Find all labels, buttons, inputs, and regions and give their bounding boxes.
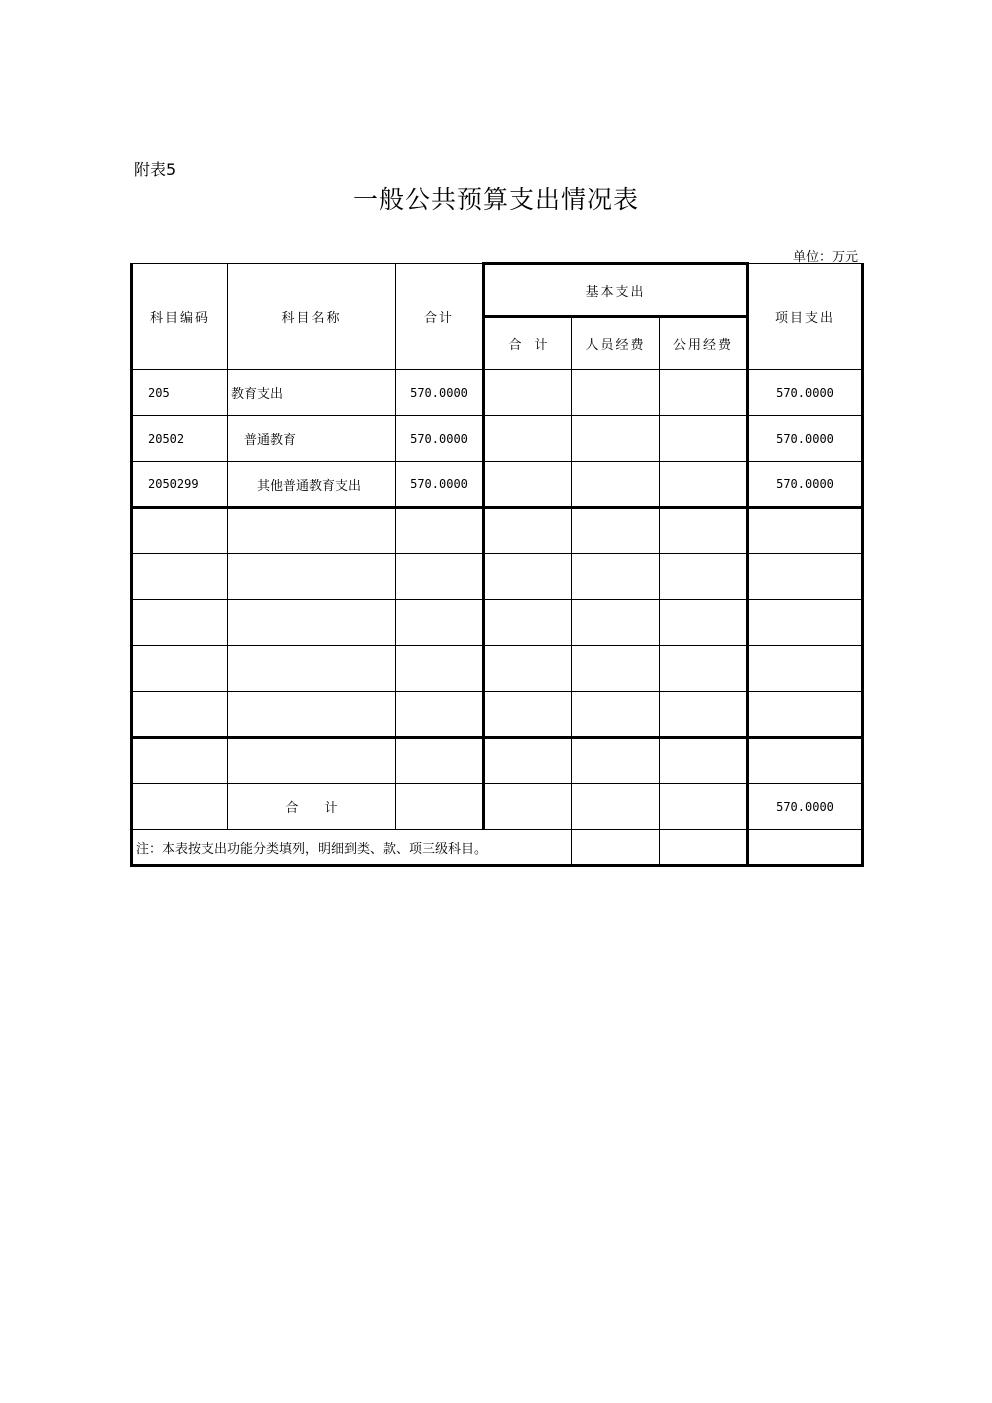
header-basic: 基本支出 — [484, 264, 748, 317]
header-basic-total: 合 计 — [484, 317, 572, 370]
row-code: 2050299 — [132, 462, 228, 508]
row-personnel — [572, 416, 660, 462]
header-project: 项目支出 — [748, 264, 863, 370]
sum-project: 570.0000 — [748, 784, 863, 830]
row-total: 570.0000 — [396, 370, 484, 416]
sum-label: 合 计 — [228, 784, 396, 830]
empty-row — [132, 692, 863, 738]
row-project: 570.0000 — [748, 370, 863, 416]
unit-label: 单位：万元 — [792, 250, 858, 265]
sum-public — [660, 784, 748, 830]
row-public — [660, 416, 748, 462]
row-name: 普通教育 — [228, 416, 396, 462]
sum-basic-total — [484, 784, 572, 830]
empty-row — [132, 508, 863, 554]
empty-row — [132, 600, 863, 646]
row-public — [660, 462, 748, 508]
row-basic-total — [484, 462, 572, 508]
header-personnel: 人员经费 — [572, 317, 660, 370]
row-code: 205 — [132, 370, 228, 416]
row-personnel — [572, 462, 660, 508]
sum-personnel — [572, 784, 660, 830]
row-public — [660, 370, 748, 416]
row-basic-total — [484, 370, 572, 416]
page-title: 一般公共预算支出情况表 — [352, 185, 639, 214]
budget-table — [130, 262, 864, 867]
row-basic-total — [484, 416, 572, 462]
row-project: 570.0000 — [748, 462, 863, 508]
row-name: 教育支出 — [228, 370, 396, 416]
header-code: 科目编码 — [132, 264, 228, 370]
sum-row — [132, 784, 863, 830]
row-total: 570.0000 — [396, 462, 484, 508]
row-total: 570.0000 — [396, 416, 484, 462]
header-row-1 — [132, 264, 863, 317]
note-row — [132, 830, 863, 866]
sum-total — [396, 784, 484, 830]
table-note: 注：本表按支出功能分类填列，明细到类、款、项三级科目。 — [132, 830, 572, 866]
empty-row — [132, 554, 863, 600]
row-personnel — [572, 370, 660, 416]
header-total: 合计 — [396, 264, 484, 370]
empty-row — [132, 738, 863, 784]
attachment-label: 附表5 — [134, 160, 177, 179]
row-code: 20502 — [132, 416, 228, 462]
table-row — [132, 370, 863, 416]
table-row — [132, 462, 863, 508]
header-public: 公用经费 — [660, 317, 748, 370]
row-project: 570.0000 — [748, 416, 863, 462]
header-name: 科目名称 — [228, 264, 396, 370]
row-name: 其他普通教育支出 — [228, 462, 396, 508]
table-row — [132, 416, 863, 462]
empty-row — [132, 646, 863, 692]
